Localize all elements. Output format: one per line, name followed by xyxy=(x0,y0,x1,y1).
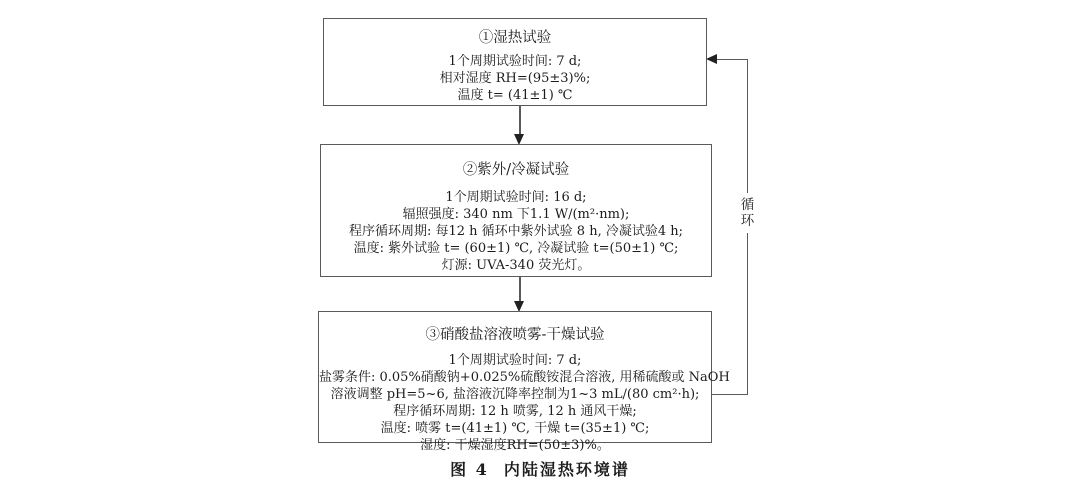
test-box-uv-condensation xyxy=(320,144,712,277)
flow-arrow-line-2-3 xyxy=(519,277,521,302)
box-line: 温度: 紫外试验 t= (60±1) ℃, 冷凝试验 t=(50±1) ℃; xyxy=(353,241,679,256)
flow-arrow-line-1-2 xyxy=(519,106,521,135)
box-line: 灯源: UVA-340 荧光灯。 xyxy=(441,258,591,273)
box-line: 1个周期试验时间: 16 d; xyxy=(445,190,587,205)
box-line: 程序循环周期: 每12 h 循环中紫外试验 8 h, 冷凝试验4 h; xyxy=(348,224,684,239)
box-title: ②紫外/冷凝试验 xyxy=(462,162,570,178)
box-line: 盐雾条件: 0.05%硝酸钠+0.025%硫酸铵混合溶液, 用稀硫酸或 NaOH xyxy=(319,370,730,385)
box-line: 温度 t= (41±1) ℃ xyxy=(457,88,573,103)
box-line: 湿度: 干燥湿度RH=(50±3)%。 xyxy=(420,438,610,453)
test-box-salt-spray-dry xyxy=(318,311,730,453)
box-line: 辐照强度: 340 nm 下1.1 W/(m²·nm); xyxy=(402,207,630,222)
cycle-loop-top-segment xyxy=(717,59,748,61)
cycle-label: 循环 xyxy=(738,193,757,233)
box-title: ③硝酸盐溶液喷雾-干燥试验 xyxy=(425,327,605,343)
box-line: 溶液调整 pH=5~6, 盐溶液沉降率控制为1~3 mL/(80 cm²·h); xyxy=(330,387,700,402)
box-title: ①湿热试验 xyxy=(478,30,552,46)
box-line: 温度: 喷雾 t=(41±1) ℃, 干燥 t=(35±1) ℃; xyxy=(380,421,650,436)
cycle-loop-bottom-segment xyxy=(712,394,748,396)
box-line: 相对湿度 RH=(95±3)%; xyxy=(439,71,591,86)
box-line: 程序循环周期: 12 h 喷雾, 12 h 通风干燥; xyxy=(393,404,637,419)
box-line: 1个周期试验时间: 7 d; xyxy=(448,54,582,69)
figure-caption: 图 4 内陆湿热环境谱 xyxy=(450,460,630,479)
box-line: 1个周期试验时间: 7 d; xyxy=(448,353,582,368)
cycle-arrowhead-left-icon xyxy=(706,54,717,64)
test-box-damp-heat xyxy=(323,18,707,106)
